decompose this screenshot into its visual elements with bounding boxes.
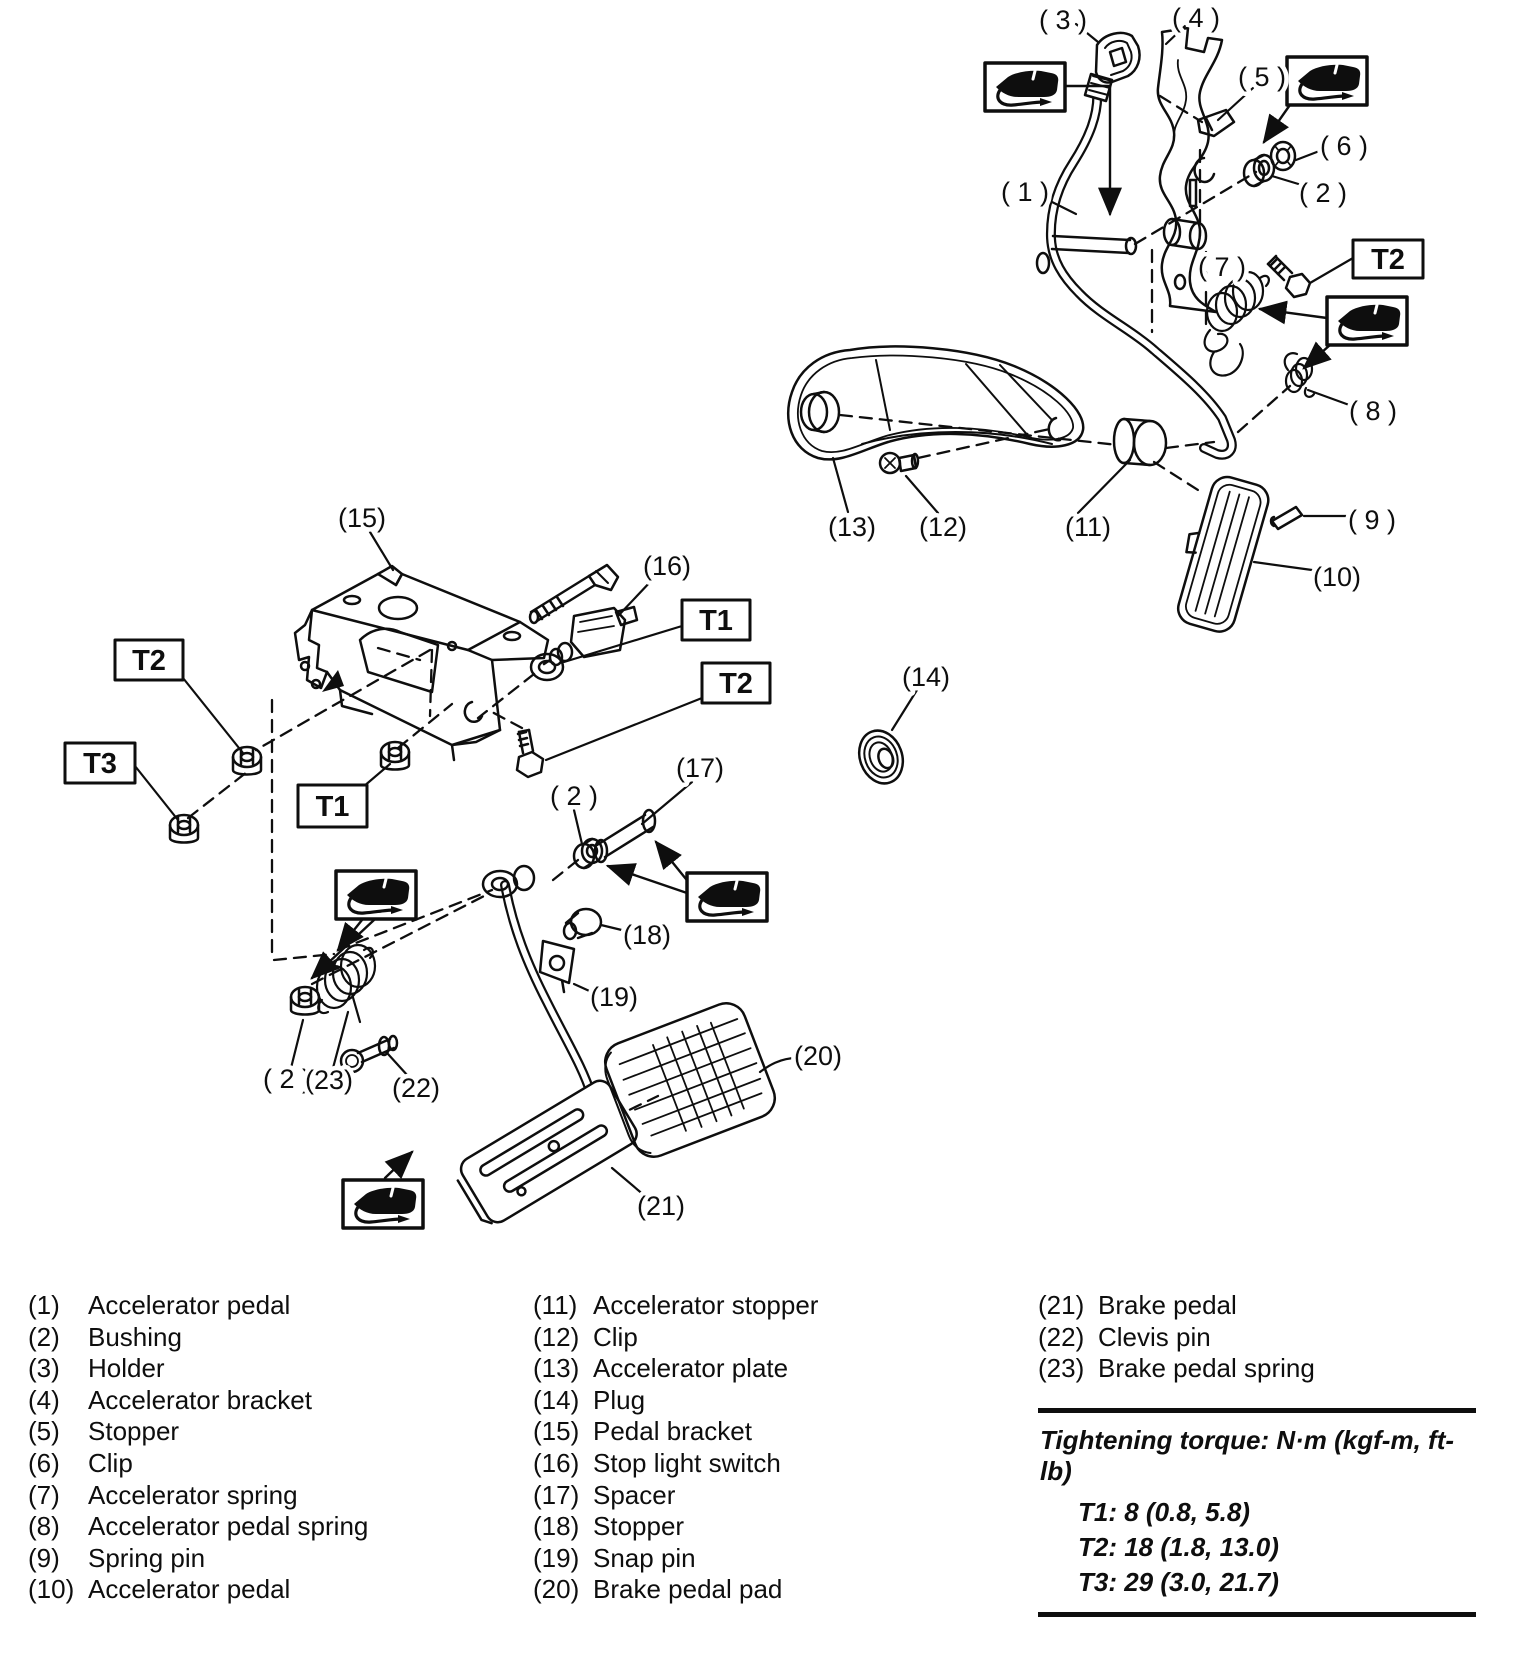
part-name: Snap pin: [593, 1542, 696, 1573]
part-number: (10): [28, 1574, 75, 1605]
part-name: Brake pedal: [1098, 1290, 1237, 1320]
part-list-row: [1038, 1353, 1315, 1385]
part-list-row: [533, 1448, 818, 1480]
torque-tag-label: T1: [699, 605, 733, 637]
torque-tag-t1: [682, 600, 750, 640]
part-list-row: [533, 1416, 818, 1448]
part-number: (18): [533, 1511, 580, 1542]
part-list-row: [28, 1322, 368, 1354]
grease-leader-arrows: [312, 86, 1330, 1178]
t2-bolt-lower-part: [517, 730, 543, 777]
part-number: (11): [533, 1290, 578, 1320]
holder-part: [1096, 33, 1140, 83]
part-name: Clip: [88, 1447, 133, 1478]
part-number: (17): [533, 1479, 580, 1510]
pedal-bracket-part: [295, 566, 548, 760]
accelerator-plate-part: [788, 347, 1083, 460]
part-number: (8): [28, 1511, 60, 1542]
part-number: (23): [1038, 1353, 1085, 1384]
torque-table-title: Tightening torque: N·m (kgf-m, ft-lb): [1040, 1425, 1455, 1486]
grease-application-marker: [343, 1180, 423, 1228]
grease-application-marker: [687, 873, 767, 921]
accelerator-spring-part: [1205, 272, 1269, 376]
part-number: (14): [533, 1384, 580, 1415]
spring-pin-part: [1271, 507, 1302, 529]
callout-part-22: (22): [391, 1073, 441, 1103]
part-number: (22): [1038, 1321, 1085, 1352]
part-name: Accelerator stopper: [593, 1290, 819, 1320]
part-name: Clip: [593, 1321, 638, 1352]
part-list-row: [28, 1416, 368, 1448]
part-list-row: [533, 1511, 818, 1543]
callout-part-6: ( 6 ): [1319, 131, 1369, 161]
callout-part-12: (12): [918, 512, 968, 542]
part-list-row: [533, 1290, 818, 1322]
torque-spec-row: T3: 29 (3.0, 21.7): [1078, 1567, 1279, 1597]
part-name: Pedal bracket: [593, 1416, 752, 1447]
callout-part-3: ( 3 ): [1038, 5, 1088, 35]
part-name: Brake pedal spring: [1098, 1353, 1315, 1384]
callout-part-11: (11): [1064, 512, 1112, 542]
callout-part-18: (18): [622, 920, 672, 950]
part-list-row: [28, 1385, 368, 1417]
part-name: Accelerator pedal: [88, 1290, 291, 1320]
torque-tag-label: T2: [132, 645, 166, 677]
part-list-row: [28, 1574, 368, 1606]
grease-application-marker: [336, 871, 416, 919]
callout-part-5: ( 5 ): [1237, 62, 1287, 92]
switch-bolt-part: [530, 565, 618, 623]
accelerator-stopper-part: [1114, 419, 1166, 465]
callout-part-21: (21): [636, 1191, 686, 1221]
part-number: (15): [533, 1416, 580, 1447]
part-number: (6): [28, 1447, 60, 1478]
callout-part-4: ( 4 ): [1171, 3, 1221, 33]
part-number: (21): [1038, 1290, 1085, 1320]
part-number: (7): [28, 1479, 60, 1510]
part-list-row: [28, 1290, 368, 1322]
torque-tag-t1: [298, 785, 367, 827]
callout-part-16: (16): [642, 551, 692, 581]
torque-spec-row: T2: 18 (1.8, 13.0): [1078, 1532, 1279, 1562]
part-name: Stopper: [593, 1511, 685, 1542]
part-number: (3): [28, 1353, 60, 1384]
part-name: Spacer: [593, 1479, 676, 1510]
callout-part-2: ( 2 ): [262, 1064, 312, 1094]
callout-part-2: ( 2 ): [1298, 178, 1348, 208]
parts-list-column-2: [533, 1290, 818, 1606]
part-name: Holder: [88, 1353, 165, 1384]
part-name: Stopper: [88, 1416, 180, 1447]
grease-application-marker: [1287, 57, 1367, 105]
part-list-row: [533, 1322, 818, 1354]
part-list-row: [28, 1353, 368, 1385]
part-list-row: [533, 1353, 818, 1385]
torque-tag-t2: [702, 663, 770, 703]
part-number: (12): [533, 1321, 580, 1352]
clip-part: [1271, 142, 1295, 170]
spacer-part: [595, 810, 655, 862]
torque-tag-label: T2: [1371, 244, 1405, 276]
torque-tag-t3: [65, 743, 135, 783]
t2-bolt-part: [1268, 256, 1310, 297]
callout-part-19: (19): [589, 982, 639, 1012]
grease-application-marker: [985, 63, 1065, 111]
part-name: Bushing: [88, 1321, 182, 1352]
part-list-row: [28, 1543, 368, 1575]
part-list-row: [1038, 1322, 1315, 1354]
part-number: (20): [533, 1574, 580, 1605]
part-name: Stop light switch: [593, 1447, 781, 1478]
callout-part-7: ( 7 ): [1197, 252, 1247, 282]
accelerator-pedal-pad-part: [1166, 471, 1272, 636]
part-number: (16): [533, 1447, 580, 1478]
plug-part: [852, 724, 910, 789]
part-number: (1): [28, 1290, 60, 1320]
part-name: Plug: [593, 1384, 646, 1415]
part-name: Clevis pin: [1098, 1321, 1211, 1352]
torque-tag-label: T3: [83, 748, 117, 780]
torque-tag-t2: [115, 640, 183, 680]
part-name: Accelerator plate: [593, 1353, 789, 1384]
torque-tag-label: T1: [315, 791, 350, 823]
part-list-row: [1038, 1290, 1315, 1322]
part-name: Spring pin: [88, 1542, 206, 1573]
part-list-row: [533, 1480, 818, 1512]
part-name: Accelerator bracket: [88, 1384, 312, 1415]
part-name: Brake pedal pad: [593, 1574, 783, 1605]
parts-list-column-1: [28, 1290, 368, 1606]
part-number: (13): [533, 1353, 580, 1384]
torque-table-rows: [1038, 1495, 1476, 1600]
callout-part-20: (20): [793, 1041, 843, 1071]
torque-tag-label: T2: [719, 668, 753, 700]
part-list-row: [533, 1543, 818, 1575]
grease-application-marker: [1327, 297, 1407, 345]
part-number: (9): [28, 1542, 60, 1573]
callout-part-23: (23): [304, 1065, 354, 1095]
t1-washer-part: [531, 654, 563, 680]
stopper-knob-part: [564, 909, 601, 939]
callout-part-13: (13): [827, 512, 877, 542]
torque-spec-row: T1: 8 (0.8, 5.8): [1078, 1497, 1250, 1527]
part-list-row: [533, 1574, 818, 1606]
part-number: (19): [533, 1542, 580, 1573]
callout-part-10: (10): [1312, 562, 1362, 592]
callout-part-1: ( 1 ): [1000, 177, 1050, 207]
torque-tag-t2: [1353, 240, 1423, 278]
part-name: Accelerator pedal: [88, 1574, 291, 1605]
part-number: (4): [28, 1384, 60, 1415]
callout-part-17: (17): [675, 753, 725, 783]
callout-part-8: ( 8 ): [1348, 396, 1398, 426]
part-name: Accelerator pedal spring: [88, 1511, 369, 1542]
bushing-part: [1244, 155, 1274, 186]
part-list-row: [28, 1511, 368, 1543]
callout-part-2: ( 2 ): [549, 781, 599, 811]
callout-part-14: (14): [901, 662, 951, 692]
part-number: (2): [28, 1321, 60, 1352]
parts-list-column-3: [1038, 1290, 1315, 1385]
clip-screw-part: [880, 453, 918, 473]
part-list-row: [533, 1385, 818, 1417]
tightening-torque-table: [1038, 1408, 1476, 1617]
part-list-row: [28, 1480, 368, 1512]
callout-part-15: (15): [337, 503, 387, 533]
callout-part-9: ( 9 ): [1347, 505, 1397, 535]
part-number: (5): [28, 1416, 60, 1447]
part-list-row: [28, 1448, 368, 1480]
part-name: Accelerator spring: [88, 1479, 298, 1510]
